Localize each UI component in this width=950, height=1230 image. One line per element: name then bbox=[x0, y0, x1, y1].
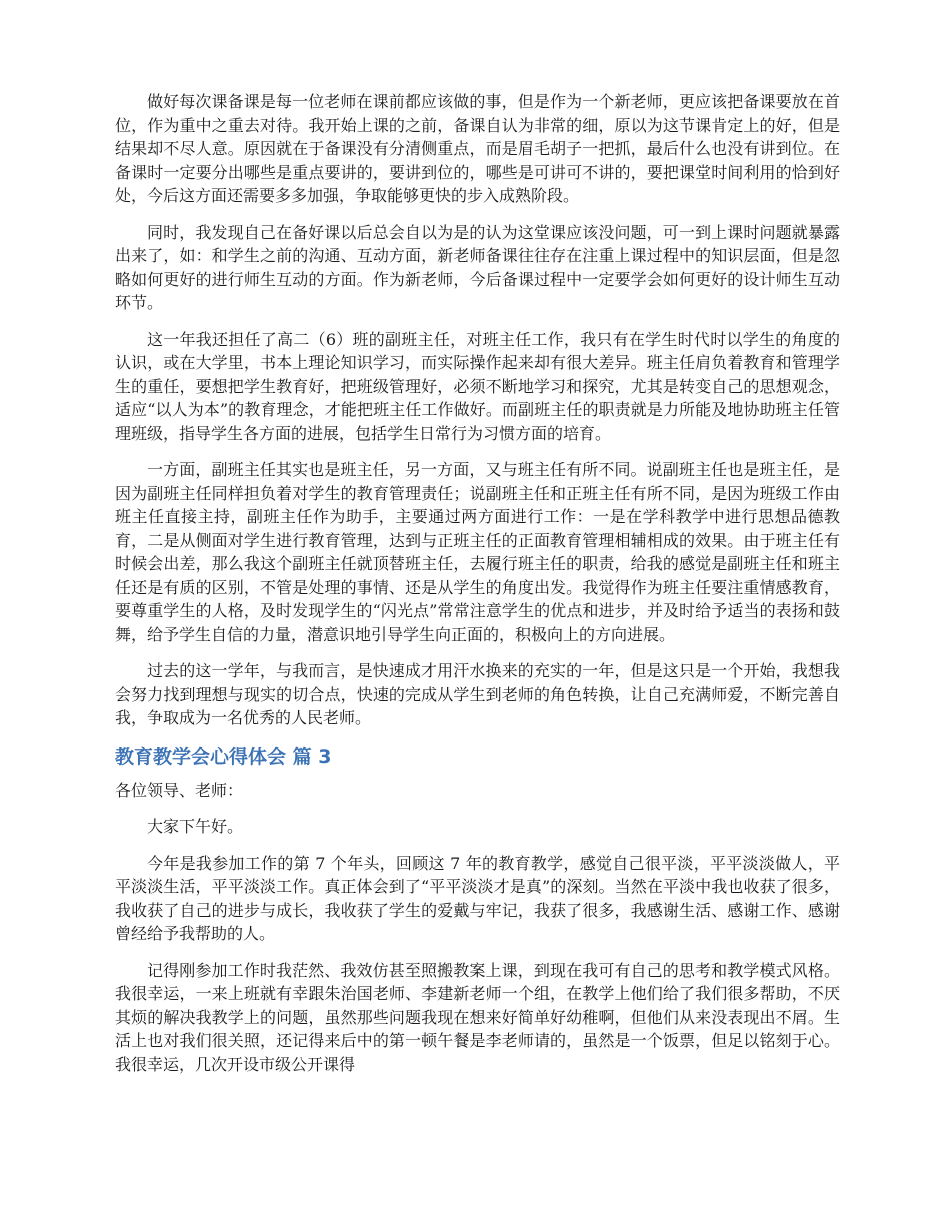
section-heading: 教育教学会心得体会 篇 3 bbox=[115, 745, 332, 768]
paragraph-assistant-head-teacher: 这一年我还担任了高二（6）班的副班主任，对班主任工作，我只有在学生时代时以学生的角度的认识，或在大学里，书本上理论知识学习，而实际操作起来却有很大差异。班主任肩负着教育和管理学生的重任，要想把学生教育好，把班级管理好，必须不断地学习和探究，尤其是转变自己的思想观念，适应“以人为本”的教育理念，才能把班主任工作做好。而副班主任的职责就是力所能及地协助班主任管理班级，指导学生各方面的进展，包括学生日常行为习惯方面的培育。 bbox=[115, 329, 840, 443]
paragraph-year-summary: 过去的这一学年，与我而言，是快速成才用汗水换来的充实的一年，但是这只是一个开始，我想我会努力找到理想与现实的切合点，快速的完成从学生到老师的角色转换，让自己充满师爱，不断完善自我，争取成为一名优秀的人民老师。 bbox=[115, 661, 840, 727]
paragraph-lesson-preparation: 做好每次课备课是每一位老师在课前都应该做的事，但是作为一个新老师，更应该把备课要放在首位，作为重中之重去对待。我开始上课的之前，备课自认为非常的细，原以为这节课肯定上的好，但是结果却不尽人意。原因就在于备课没有分清侧重点，而是眉毛胡子一把抓，最后什么也没有讲到位。在备课时一定要分出哪些是重点要讲的，要讲到位的，哪些是可讲可不讲的，要把课堂时间利用的恰到好处，今后这方面还需要多多加强，争取能够更快的步入成熟阶段。 bbox=[115, 92, 840, 205]
paragraph-greeting: 大家下午好。 bbox=[147, 817, 244, 836]
document-page bbox=[115, 90, 840, 1089]
paragraph-seven-years: 今年是我参加工作的第 7 个年头，回顾这 7 年的教育教学，感觉自己很平淡，平平淡淡做人，平平淡淡生活，平平淡淡工作。真正体会到了“平平淡淡才是真”的深刻。当然在平淡中我也收获了很多，我收获了自己的进步与成长，我收获了学生的爱戴与牢记，我获了很多，我感谢生活、感谢工作、感谢曾经给予我帮助的人。 bbox=[115, 853, 840, 943]
paragraph-early-career: 记得刚参加工作时我茫然、我效仿甚至照搬教案上课，到现在我可有自己的思考和教学模式风格。我很幸运，一来上班就有幸跟朱治国老师、李建新老师一个组，在教学上他们给了我们很多帮助，不厌其烦的解决我教学上的问题，虽然那些问题我现在想来好简单好幼稚啊，但他们从来没表现出不屑。生活上也对我们很关照，还记得来后中的第一顿午餐是李老师请的，虽然是一个饭票，但足以铭刻于心。我很幸运，几次开设市级公开课得 bbox=[115, 960, 840, 1074]
paragraph-teacher-student-interaction: 同时，我发现自己在备好课以后总会自以为是的认为这堂课应该没问题，可一到上课时问题就暴露出来了，如：和学生之前的沟通、互动方面，新老师备课往往存在注重上课过程中的知识层面，但是忽略如何更好的进行师生互动的方面。作为新老师，今后备课过程中一定要学会如何更好的设计师生互动环节。 bbox=[115, 222, 840, 312]
paragraph-assistant-head-teacher-duties: 一方面，副班主任其实也是班主任，另一方面，又与班主任有所不同。说副班主任也是班主任，是因为副班主任同样担负着对学生的教育管理责任；说副班主任和正班主任有所不同，是因为班级工作由班主任直接主持，副班主任作为助手，主要通过两方面进行工作：一是在学科教学中进行思想品德教育，二是从侧面对学生进行教育管理，达到与正班主任的正面教育管理相辅相成的效果。由于班主任有时候会出差，那么我这个副班主任就顶替班主任，去履行班主任的职责，给我的感觉是副班主任和班主任还是有质的区别，不管是处理的事情、还是从学生的角度出发。我觉得作为班主任要注重情感教育，要尊重学生的人格，及时发现学生的“闪光点”常常注意学生的优点和进步，并及时给予适当的表扬和鼓舞，给予学生自信的力量，潜意识地引导学生向正面的，积极向上的方向进展。 bbox=[115, 460, 840, 644]
salutation: 各位领导、老师： bbox=[115, 780, 244, 800]
